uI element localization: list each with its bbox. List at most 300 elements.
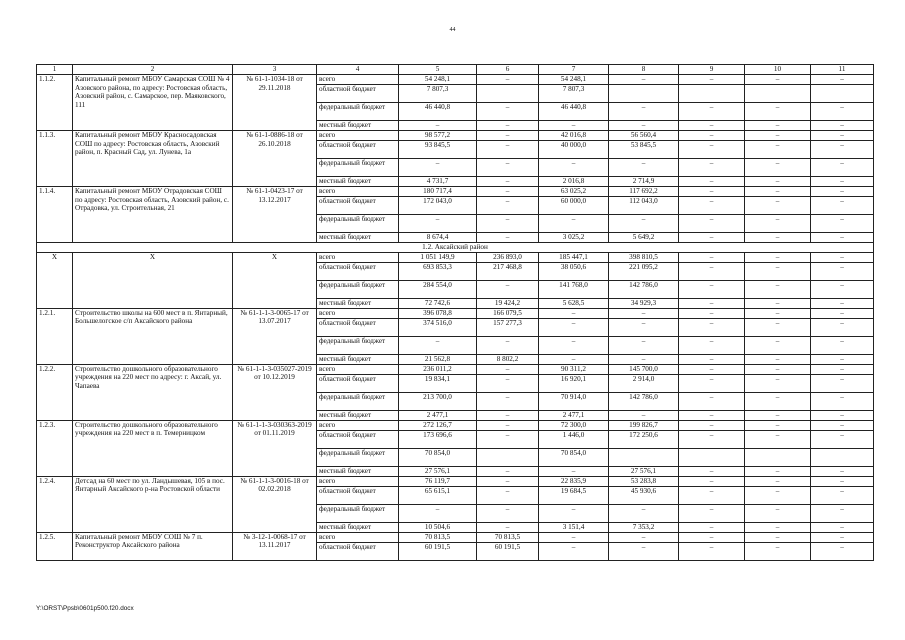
amount-cell: –	[679, 466, 745, 476]
document-ref: № 61-1-1-3-0065-17 от 13.07.2017	[233, 308, 317, 364]
amount-cell: –	[477, 420, 539, 430]
amount-cell: –	[745, 486, 811, 504]
amount-cell: –	[477, 197, 539, 215]
amount-cell: –	[745, 131, 811, 141]
amount-cell: –	[679, 336, 745, 354]
amount-cell: 166 079,5	[477, 308, 539, 318]
funding-source: всего	[317, 187, 399, 197]
amount-cell: –	[679, 298, 745, 308]
amount-cell: –	[811, 466, 874, 476]
amount-cell: –	[539, 542, 609, 560]
funding-source: федеральный бюджет	[317, 280, 399, 298]
amount-cell: –	[811, 374, 874, 392]
amount-cell: –	[609, 121, 679, 131]
amount-cell: 693 853,3	[399, 262, 477, 280]
table-row	[37, 476, 874, 486]
section-title: 1.2. Аксайский район	[37, 243, 874, 253]
amount-cell: 93 845,5	[399, 141, 477, 159]
document-ref: № 61-1-1-3-030363-2019 от 01.11.2019	[233, 420, 317, 476]
amount-cell: 46 440,8	[539, 103, 609, 121]
column-number: 10	[745, 65, 811, 75]
amount-cell: –	[745, 298, 811, 308]
amount-cell: –	[477, 75, 539, 85]
amount-cell: –	[539, 504, 609, 522]
amount-cell: 217 468,8	[477, 262, 539, 280]
amount-cell: –	[745, 336, 811, 354]
amount-cell	[477, 85, 539, 103]
amount-cell: 2 016,8	[539, 177, 609, 187]
amount-cell: 157 277,3	[477, 318, 539, 336]
amount-cell: –	[745, 197, 811, 215]
amount-cell: 199 826,7	[609, 420, 679, 430]
amount-cell	[811, 85, 874, 103]
amount-cell: –	[811, 364, 874, 374]
amount-cell: –	[609, 103, 679, 121]
amount-cell: –	[745, 159, 811, 177]
funding-source: всего	[317, 364, 399, 374]
column-number: 7	[539, 65, 609, 75]
amount-cell: –	[477, 131, 539, 141]
column-number: 5	[399, 65, 477, 75]
amount-cell: –	[811, 159, 874, 177]
amount-cell	[811, 448, 874, 466]
document-ref: X	[233, 252, 317, 308]
amount-cell: –	[811, 75, 874, 85]
amount-cell: –	[679, 197, 745, 215]
amount-cell: –	[745, 420, 811, 430]
funding-source: местный бюджет	[317, 298, 399, 308]
amount-cell: –	[745, 364, 811, 374]
amount-cell: –	[811, 318, 874, 336]
funding-source: всего	[317, 75, 399, 85]
amount-cell: 34 929,3	[609, 298, 679, 308]
amount-cell: 7 807,3	[399, 85, 477, 103]
amount-cell: 10 504,6	[399, 522, 477, 532]
amount-cell: –	[477, 280, 539, 298]
amount-cell	[745, 85, 811, 103]
item-name: Детсад на 60 мест по ул. Ландышевая, 105 в пос. Янтарный Аксайского р-на Ростовской области	[73, 476, 233, 532]
amount-cell: –	[811, 430, 874, 448]
amount-cell: –	[609, 215, 679, 233]
amount-cell: –	[745, 374, 811, 392]
amount-cell: –	[539, 336, 609, 354]
column-number: 8	[609, 65, 679, 75]
amount-cell: 72 300,0	[539, 420, 609, 430]
funding-source: местный бюджет	[317, 410, 399, 420]
item-code: 1.2.4.	[37, 476, 73, 532]
amount-cell: –	[679, 121, 745, 131]
amount-cell: 56 560,4	[609, 131, 679, 141]
item-code: 1.1.2.	[37, 75, 73, 131]
amount-cell: –	[811, 121, 874, 131]
item-code: 1.1.4.	[37, 187, 73, 243]
amount-cell: –	[745, 430, 811, 448]
amount-cell: –	[811, 141, 874, 159]
item-code: X	[37, 252, 73, 308]
amount-cell: –	[745, 392, 811, 410]
amount-cell: 213 700,0	[399, 392, 477, 410]
amount-cell	[745, 448, 811, 466]
amount-cell: 142 786,0	[609, 280, 679, 298]
amount-cell: –	[477, 215, 539, 233]
amount-cell: –	[745, 308, 811, 318]
amount-cell: –	[679, 177, 745, 187]
amount-cell: –	[477, 177, 539, 187]
amount-cell	[609, 448, 679, 466]
amount-cell: 3 151,4	[539, 522, 609, 532]
funding-source: федеральный бюджет	[317, 392, 399, 410]
amount-cell: –	[477, 141, 539, 159]
amount-cell: –	[745, 103, 811, 121]
amount-cell: –	[745, 177, 811, 187]
amount-cell: 142 786,0	[609, 392, 679, 410]
amount-cell: 7 353,2	[609, 522, 679, 532]
funding-source: местный бюджет	[317, 177, 399, 187]
amount-cell: –	[745, 233, 811, 243]
amount-cell: –	[811, 420, 874, 430]
amount-cell: 90 311,2	[539, 364, 609, 374]
amount-cell: 145 700,0	[609, 364, 679, 374]
amount-cell: 60 191,5	[399, 542, 477, 560]
amount-cell: –	[811, 262, 874, 280]
amount-cell: –	[609, 542, 679, 560]
amount-cell: –	[477, 430, 539, 448]
amount-cell: –	[609, 504, 679, 522]
amount-cell: –	[477, 121, 539, 131]
amount-cell: –	[609, 532, 679, 542]
amount-cell	[679, 85, 745, 103]
amount-cell: –	[679, 486, 745, 504]
amount-cell: 2 714,9	[609, 177, 679, 187]
amount-cell: –	[539, 532, 609, 542]
amount-cell: –	[679, 280, 745, 298]
amount-cell: –	[745, 354, 811, 364]
funding-source: федеральный бюджет	[317, 448, 399, 466]
funding-source: областной бюджет	[317, 262, 399, 280]
funding-source: всего	[317, 532, 399, 542]
amount-cell: 112 043,0	[609, 197, 679, 215]
item-name: Капитальный ремонт МБОУ СОШ № 7 п. Реконструктор Аксайского района	[73, 532, 233, 560]
funding-source: федеральный бюджет	[317, 103, 399, 121]
amount-cell: 65 615,1	[399, 486, 477, 504]
funding-source: областной бюджет	[317, 542, 399, 560]
amount-cell	[679, 448, 745, 466]
amount-cell: 70 914,0	[539, 392, 609, 410]
amount-cell: 2 477,1	[399, 410, 477, 420]
amount-cell: –	[745, 121, 811, 131]
column-number: 1	[37, 65, 73, 75]
amount-cell: 76 119,7	[399, 476, 477, 486]
amount-cell: –	[477, 410, 539, 420]
amount-cell: –	[811, 486, 874, 504]
column-number: 11	[811, 65, 874, 75]
amount-cell: –	[745, 187, 811, 197]
amount-cell: –	[679, 420, 745, 430]
table-row	[37, 252, 874, 262]
funding-source: местный бюджет	[317, 233, 399, 243]
amount-cell: 141 768,0	[539, 280, 609, 298]
amount-cell: –	[399, 336, 477, 354]
item-name: Строительство дошкольного образовательного учреждения на 220 мест по адресу: г. Аксай, ул. Чапаева	[73, 364, 233, 420]
amount-cell: 63 025,2	[539, 187, 609, 197]
amount-cell: –	[745, 280, 811, 298]
amount-cell: 42 016,8	[539, 131, 609, 141]
amount-cell: –	[679, 308, 745, 318]
amount-cell: 117 692,2	[609, 187, 679, 197]
item-code: 1.2.2.	[37, 364, 73, 420]
amount-cell: –	[609, 354, 679, 364]
amount-cell: 2 914,0	[609, 374, 679, 392]
table-row	[37, 308, 874, 318]
funding-source: федеральный бюджет	[317, 159, 399, 177]
item-code: 1.2.3.	[37, 420, 73, 476]
amount-cell: –	[811, 410, 874, 420]
funding-source: местный бюджет	[317, 522, 399, 532]
amount-cell: 1 051 149,9	[399, 252, 477, 262]
amount-cell: –	[399, 215, 477, 233]
amount-cell: –	[679, 141, 745, 159]
amount-cell: –	[745, 262, 811, 280]
amount-cell: 27 576,1	[399, 466, 477, 476]
funding-source: федеральный бюджет	[317, 336, 399, 354]
amount-cell: 72 742,6	[399, 298, 477, 308]
amount-cell: –	[811, 252, 874, 262]
amount-cell: –	[679, 187, 745, 197]
amount-cell: –	[477, 504, 539, 522]
amount-cell: –	[811, 476, 874, 486]
amount-cell: –	[477, 476, 539, 486]
financing-table	[36, 64, 874, 561]
amount-cell: –	[679, 131, 745, 141]
document-ref: № 61-1-0423-17 от 13.12.2017	[233, 187, 317, 243]
amount-cell: –	[477, 187, 539, 197]
column-number: 4	[317, 65, 399, 75]
amount-cell: –	[745, 542, 811, 560]
item-code: 1.2.5.	[37, 532, 73, 560]
amount-cell: 70 813,5	[477, 532, 539, 542]
amount-cell: 4 731,7	[399, 177, 477, 187]
amount-cell: –	[679, 215, 745, 233]
amount-cell: –	[679, 233, 745, 243]
amount-cell: –	[811, 522, 874, 532]
amount-cell: 396 078,8	[399, 308, 477, 318]
amount-cell: 398 810,5	[609, 252, 679, 262]
page-number: 44	[449, 27, 456, 33]
amount-cell: –	[539, 121, 609, 131]
amount-cell: –	[539, 215, 609, 233]
amount-cell: 272 126,7	[399, 420, 477, 430]
section-row	[37, 243, 874, 253]
amount-cell: 98 577,2	[399, 131, 477, 141]
amount-cell: –	[745, 141, 811, 159]
amount-cell: –	[477, 364, 539, 374]
amount-cell: –	[477, 103, 539, 121]
funding-source: федеральный бюджет	[317, 215, 399, 233]
amount-cell: –	[679, 410, 745, 420]
funding-source: областной бюджет	[317, 374, 399, 392]
amount-cell: –	[745, 410, 811, 420]
amount-cell: 53 283,8	[609, 476, 679, 486]
amount-cell: 54 248,1	[539, 75, 609, 85]
amount-cell: –	[539, 466, 609, 476]
funding-source: областной бюджет	[317, 141, 399, 159]
amount-cell: 22 835,9	[539, 476, 609, 486]
amount-cell: 5 628,5	[539, 298, 609, 308]
amount-cell: –	[811, 197, 874, 215]
amount-cell: 284 554,0	[399, 280, 477, 298]
column-number: 2	[73, 65, 233, 75]
amount-cell: 7 807,3	[539, 85, 609, 103]
amount-cell: –	[679, 476, 745, 486]
amount-cell: –	[679, 75, 745, 85]
item-name: Капитальный ремонт МБОУ Отрадовская СОШ по адресу: Ростовская область, Азовский район, с. Отрадовка, ул. Строительная, 21	[73, 187, 233, 243]
amount-cell: –	[477, 522, 539, 532]
funding-source: всего	[317, 476, 399, 486]
column-number-row	[37, 65, 874, 75]
amount-cell: 172 043,0	[399, 197, 477, 215]
amount-cell: 172 250,6	[609, 430, 679, 448]
amount-cell: –	[679, 103, 745, 121]
column-number: 3	[233, 65, 317, 75]
amount-cell: 21 562,8	[399, 354, 477, 364]
funding-source: местный бюджет	[317, 466, 399, 476]
table-row	[37, 364, 874, 374]
amount-cell: –	[811, 542, 874, 560]
amount-cell: –	[679, 364, 745, 374]
table-row	[37, 131, 874, 141]
amount-cell: –	[811, 298, 874, 308]
amount-cell: –	[477, 233, 539, 243]
amount-cell	[609, 85, 679, 103]
document-ref: № 61-1-1034-18 от 29.11.2018	[233, 75, 317, 131]
amount-cell: –	[745, 522, 811, 532]
table-row	[37, 532, 874, 542]
amount-cell: –	[679, 262, 745, 280]
amount-cell: –	[811, 336, 874, 354]
amount-cell: –	[745, 318, 811, 336]
amount-cell: –	[811, 233, 874, 243]
amount-cell: 38 050,6	[539, 262, 609, 280]
amount-cell: 1 446,0	[539, 430, 609, 448]
amount-cell: 60 191,5	[477, 542, 539, 560]
amount-cell: –	[745, 75, 811, 85]
amount-cell: –	[745, 476, 811, 486]
amount-cell: 8 674,4	[399, 233, 477, 243]
funding-source: областной бюджет	[317, 318, 399, 336]
amount-cell	[477, 448, 539, 466]
file-path-footer: Y:\ORST\Ppsb\0601p500.f20.docx	[36, 605, 134, 612]
amount-cell: –	[609, 410, 679, 420]
funding-source: федеральный бюджет	[317, 504, 399, 522]
amount-cell: 40 000,0	[539, 141, 609, 159]
amount-cell: –	[609, 318, 679, 336]
amount-cell: 19 424,2	[477, 298, 539, 308]
document-ref: № 61-1-1-3-035027-2019 от 10.12.2019	[233, 364, 317, 420]
amount-cell: –	[745, 215, 811, 233]
amount-cell: –	[811, 215, 874, 233]
amount-cell: 46 440,8	[399, 103, 477, 121]
funding-source: областной бюджет	[317, 486, 399, 504]
document-ref: № 61-1-1-3-0016-18 от 02.02.2018	[233, 476, 317, 532]
amount-cell: –	[679, 252, 745, 262]
amount-cell: 54 248,1	[399, 75, 477, 85]
funding-source: всего	[317, 131, 399, 141]
amount-cell: 221 095,2	[609, 262, 679, 280]
amount-cell: –	[679, 374, 745, 392]
amount-cell: –	[539, 318, 609, 336]
item-name: X	[73, 252, 233, 308]
amount-cell: –	[399, 121, 477, 131]
amount-cell: –	[679, 392, 745, 410]
table-row	[37, 187, 874, 197]
amount-cell: –	[811, 177, 874, 187]
amount-cell: –	[679, 159, 745, 177]
amount-cell: –	[679, 354, 745, 364]
amount-cell: 27 576,1	[609, 466, 679, 476]
funding-source: местный бюджет	[317, 354, 399, 364]
amount-cell: –	[679, 430, 745, 448]
amount-cell: –	[539, 354, 609, 364]
amount-cell: –	[811, 131, 874, 141]
document-ref: № 61-1-0886-18 от 26.10.2018	[233, 131, 317, 187]
amount-cell: 236 893,0	[477, 252, 539, 262]
funding-source: всего	[317, 308, 399, 318]
table-row	[37, 420, 874, 430]
amount-cell: 45 930,6	[609, 486, 679, 504]
amount-cell: 2 477,1	[539, 410, 609, 420]
amount-cell: –	[477, 486, 539, 504]
amount-cell: –	[477, 159, 539, 177]
amount-cell: –	[477, 374, 539, 392]
amount-cell: –	[477, 392, 539, 410]
amount-cell: –	[811, 308, 874, 318]
amount-cell: –	[745, 466, 811, 476]
item-name: Капитальный ремонт МБОУ Самарская СОШ № 4 Азовского района, по адресу: Ростовская область, Азовский район, с. Самарское, пер. Маяковского, 111	[73, 75, 233, 131]
amount-cell: 3 025,2	[539, 233, 609, 243]
item-name: Строительство школы на 600 мест в п. Янтарный, Большелогское с/п Аксайского района	[73, 308, 233, 364]
amount-cell: 70 854,0	[399, 448, 477, 466]
amount-cell: –	[679, 318, 745, 336]
item-code: 1.1.3.	[37, 131, 73, 187]
funding-source: всего	[317, 252, 399, 262]
item-name: Капитальный ремонт МБОУ Красносадовская СОШ по адресу: Ростовская область, Азовский район, п. Красный Сад, ул. Лунева, 1а	[73, 131, 233, 187]
amount-cell: –	[811, 280, 874, 298]
amount-cell: –	[399, 504, 477, 522]
amount-cell: –	[679, 522, 745, 532]
amount-cell: 70 813,5	[399, 532, 477, 542]
amount-cell: –	[679, 504, 745, 522]
amount-cell: –	[539, 308, 609, 318]
column-number: 6	[477, 65, 539, 75]
amount-cell: –	[811, 354, 874, 364]
amount-cell: –	[811, 103, 874, 121]
amount-cell: –	[745, 532, 811, 542]
funding-source: областной бюджет	[317, 85, 399, 103]
amount-cell: –	[811, 532, 874, 542]
amount-cell: 53 845,5	[609, 141, 679, 159]
amount-cell: –	[811, 392, 874, 410]
funding-source: всего	[317, 420, 399, 430]
funding-source: областной бюджет	[317, 197, 399, 215]
amount-cell: 173 696,6	[399, 430, 477, 448]
column-number: 9	[679, 65, 745, 75]
amount-cell: 8 802,2	[477, 354, 539, 364]
table-row	[37, 75, 874, 85]
amount-cell: –	[745, 252, 811, 262]
funding-source: местный бюджет	[317, 121, 399, 131]
amount-cell: 70 854,0	[539, 448, 609, 466]
amount-cell: –	[477, 466, 539, 476]
